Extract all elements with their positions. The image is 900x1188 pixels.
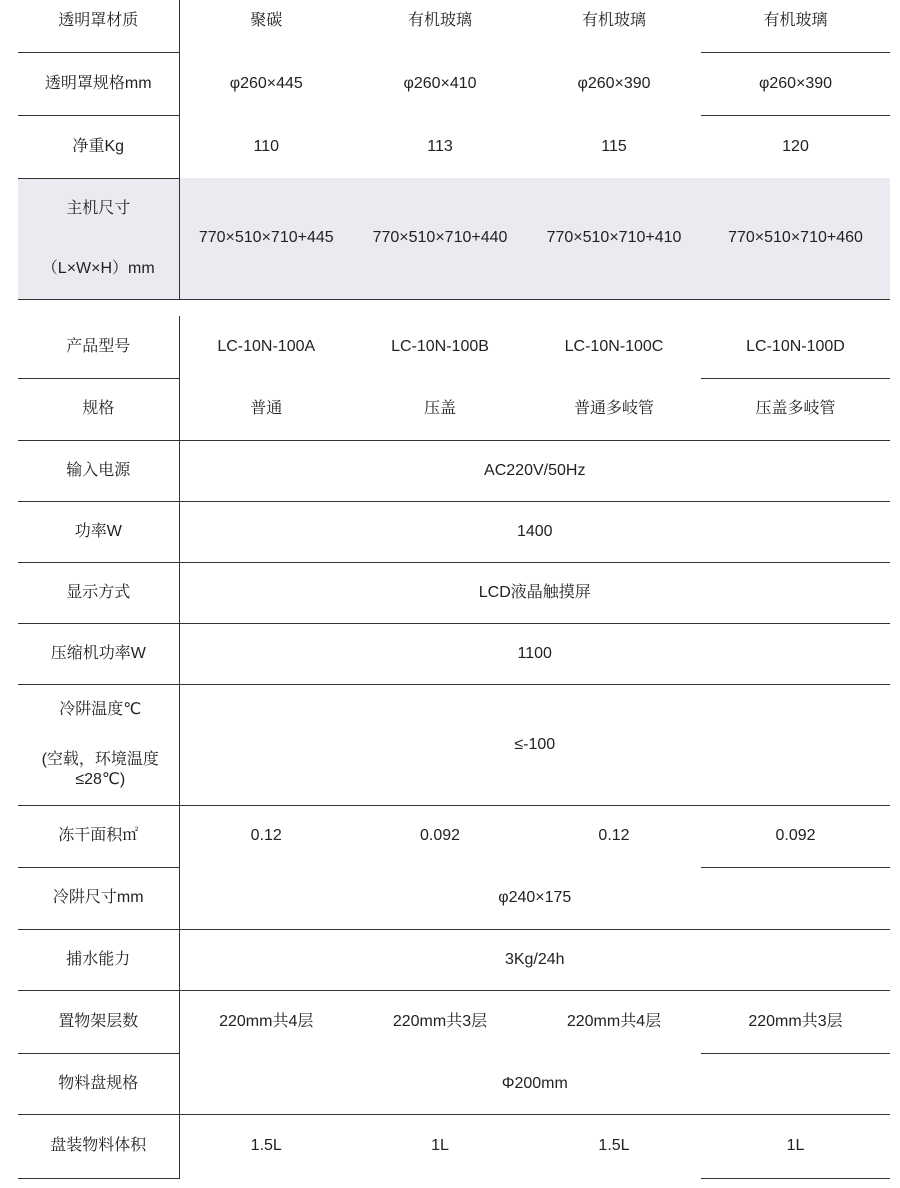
table-row <box>18 1053 890 1114</box>
table-row <box>18 501 890 562</box>
table-cell: 1.5L <box>598 1137 630 1155</box>
row-label: 物料盘规格 <box>18 1053 179 1114</box>
table-cell: LC-10N-100B <box>391 338 489 355</box>
table-cell: 0.12 <box>250 827 282 845</box>
row-label: 规格 <box>18 378 179 440</box>
table-cell: AC220V/50Hz <box>179 440 890 501</box>
row-label: 冷阱尺寸mm <box>18 867 179 929</box>
table-row <box>18 990 890 1053</box>
row-label: 捕水能力 <box>18 929 179 990</box>
row-label: 净重Kg <box>18 115 179 178</box>
row-label: 冻干面积㎡ <box>18 805 179 867</box>
row-label: 功率W <box>18 501 179 562</box>
row-label: 透明罩规格mm <box>18 52 179 115</box>
row-label-line1: 主机尺寸 <box>66 199 131 217</box>
row-label: 置物架层数 <box>18 990 179 1053</box>
table-cell: 有机玻璃 <box>407 12 472 29</box>
table-cell: 3Kg/24h <box>179 929 890 990</box>
row-label-line2: （L×W×H）mm <box>41 259 155 277</box>
table-cell: 1100 <box>179 623 890 684</box>
table-cell: 770×510×710+440 <box>353 178 527 299</box>
row-label <box>18 684 179 805</box>
row-label: 显示方式 <box>18 562 179 623</box>
row-label: 压缩机功率W <box>18 623 179 684</box>
table-cell: 770×510×710+410 <box>527 178 701 299</box>
table-cell: φ260×445 <box>229 74 303 92</box>
table-cell: 普通 <box>179 378 353 440</box>
table-cell: 220mm共3层 <box>701 990 890 1053</box>
table-cell: φ260×410 <box>403 74 477 92</box>
table-row <box>18 684 890 805</box>
row-label: 盘装物料体积 <box>18 1114 179 1178</box>
table-cell: 220mm共3层 <box>392 1012 488 1030</box>
table-cell: 770×510×710+445 <box>179 178 353 299</box>
table-cell: 770×510×710+460 <box>701 178 890 299</box>
table-cell: 110 <box>253 137 279 155</box>
table-row <box>18 1114 890 1178</box>
table-cell: 1L <box>431 1137 449 1155</box>
table-cell: LC-10N-100D <box>701 316 890 378</box>
table-row <box>18 805 890 867</box>
table-row <box>18 0 890 52</box>
row-label: 输入电源 <box>18 440 179 501</box>
row-label-line1: 冷阱温度℃ <box>59 700 142 718</box>
table-cell: 1L <box>701 1114 890 1178</box>
table-cell: 120 <box>782 137 809 155</box>
table-cell: LC-10N-100A <box>217 338 316 355</box>
table-cell: 115 <box>601 137 627 155</box>
table-cell: 0.092 <box>701 805 890 867</box>
table-cell: 1400 <box>179 501 890 562</box>
table-row <box>18 562 890 623</box>
table-cell: 0.092 <box>419 827 461 845</box>
table-cell: 113 <box>427 137 453 155</box>
table-row <box>18 178 890 299</box>
row-label: 透明罩材质 <box>18 0 179 52</box>
table-cell: ≤-100 <box>179 684 890 805</box>
table-cell: 有机玻璃 <box>701 0 890 52</box>
table-cell: φ260×390 <box>577 74 651 92</box>
table-cell: φ260×390 <box>701 52 890 115</box>
table-cell: 1.5L <box>250 1137 282 1155</box>
table-cell: 聚碳 <box>250 12 283 29</box>
table-cell: 压盖 <box>353 378 527 440</box>
table-row <box>18 115 890 178</box>
table-cell: LCD液晶触摸屏 <box>179 562 890 623</box>
lower-spec-table <box>18 316 890 1179</box>
table-row <box>18 52 890 115</box>
table-cell: 普通多岐管 <box>527 378 701 440</box>
table-row <box>18 623 890 684</box>
table-cell: 压盖多岐管 <box>701 378 890 440</box>
row-label: 产品型号 <box>18 316 179 378</box>
table-row <box>18 867 890 929</box>
table-cell: Φ200mm <box>179 1053 890 1114</box>
table-row <box>18 440 890 501</box>
row-label <box>18 178 179 299</box>
table-row <box>18 316 890 378</box>
upper-spec-table <box>18 0 890 300</box>
row-label-line2: (空载，环境温度≤28℃) <box>41 750 159 788</box>
table-cell: LC-10N-100C <box>564 338 664 355</box>
table-cell: φ240×175 <box>179 867 890 929</box>
table-cell: 0.12 <box>598 827 630 845</box>
table-row <box>18 378 890 440</box>
table-cell: 220mm共4层 <box>219 1012 314 1030</box>
table-cell: 有机玻璃 <box>581 12 646 29</box>
table-cell: 220mm共4层 <box>566 1012 662 1030</box>
table-row <box>18 929 890 990</box>
